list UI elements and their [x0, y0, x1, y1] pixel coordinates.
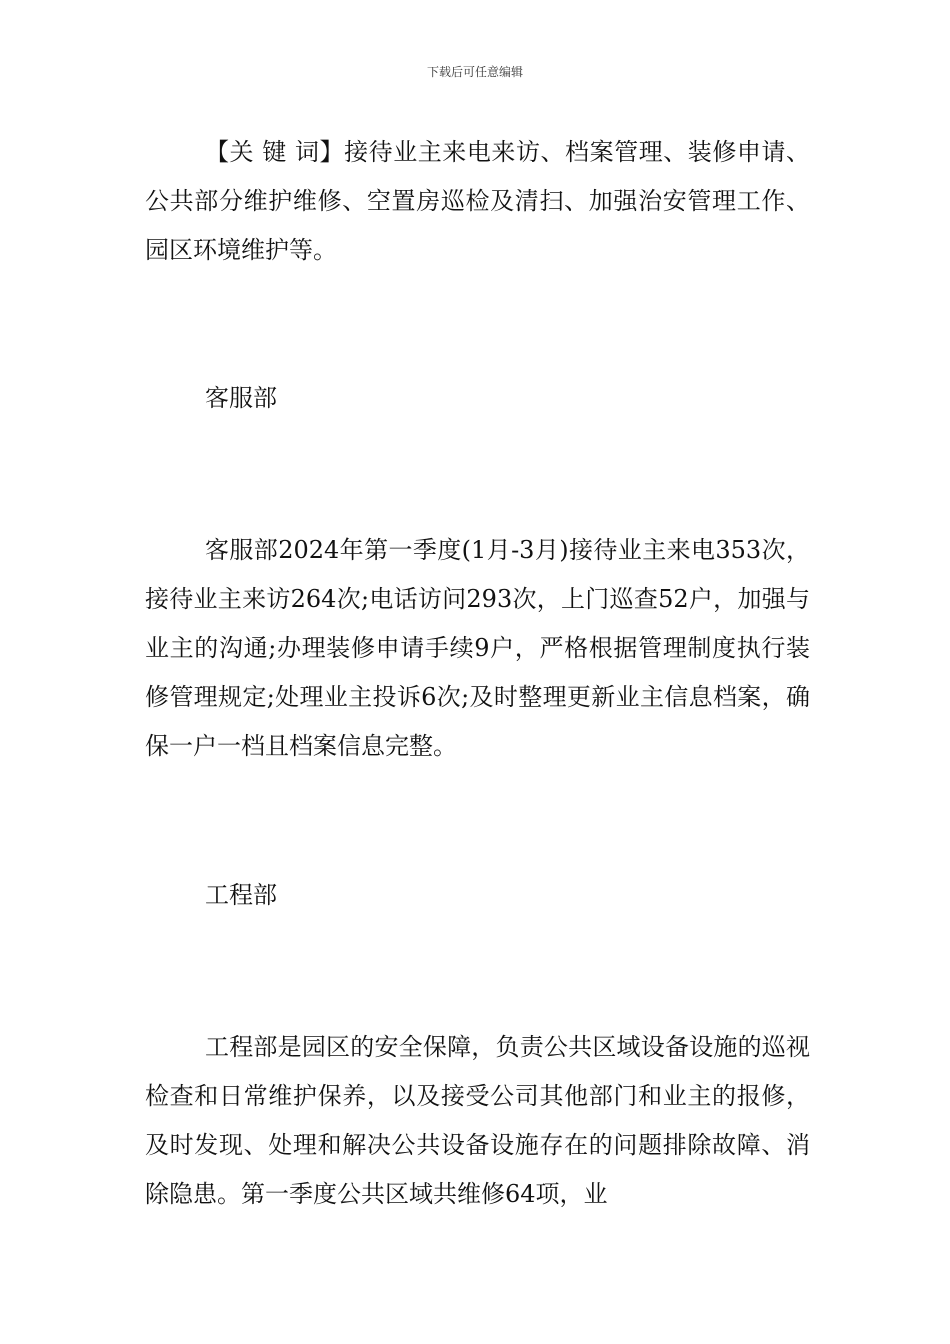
page-header-note: 下载后可任意编辑 [426, 65, 523, 79]
keywords-paragraph: 【关 键 词】接待业主来电来访、档案管理、装修申请、公共部分维护维修、空置房巡检及清扫、加强治安管理工作、园区环境维护等。 [145, 138, 810, 264]
section-body-engineering: 工程部是园区的安全保障，负责公共区域设备设施的巡视检查和日常维护保养，以及接受公司其他部门和业主的报修，及时发现、处理和解决公共设备设施存在的问题排除故障、消除隐患。第一季度公共区域共维修64项，业 [145, 1033, 810, 1208]
section-heading-engineering: 工程部 [205, 881, 277, 909]
section-heading-customer-service: 客服部 [205, 384, 277, 412]
section-body-customer-service: 客服部2024年第一季度(1月-3月)接待业主来电353次，接待业主来访264次;电话访问293次，上门巡查52户，加强与业主的沟通;办理装修申请手续9户，严格根据管理制度执行装修管理规定;处理业主投诉6次;及时整理更新业主信息档案，确保一户一档且档案信息完整。 [145, 536, 810, 760]
